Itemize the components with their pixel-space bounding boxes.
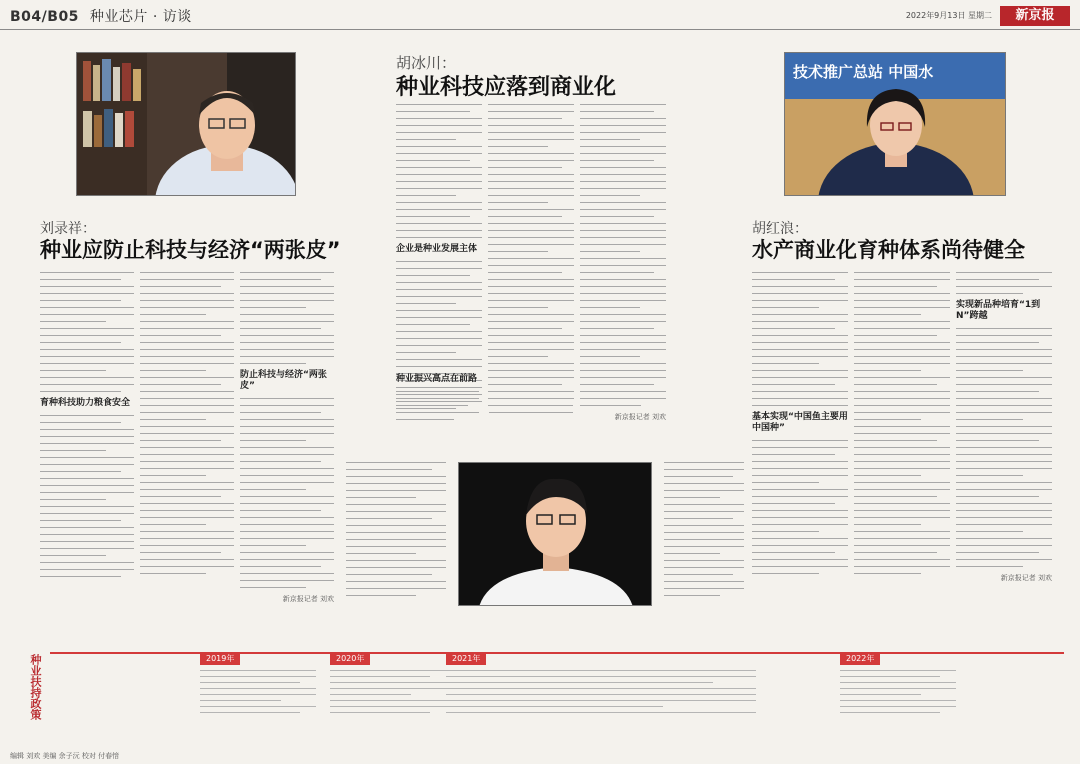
article-liu-col2 (140, 272, 234, 612)
headline-hu-honglang: 水产商业化育种体系尚待健全 (752, 238, 1025, 262)
timeline-bar (50, 652, 1064, 738)
timeline-item-2022 (840, 654, 956, 736)
photo-liu-luxiang (76, 52, 296, 196)
policy-timeline (10, 648, 1070, 744)
subhead-liu-1: 育种科技助力粮食安全 (40, 398, 131, 408)
article-liu-col3 (240, 272, 334, 612)
timeline-item-2019 (200, 654, 316, 736)
article-hu-bingchuan-col4 (346, 462, 446, 612)
article-hu-honglang-col3 (956, 272, 1052, 612)
section-title: 种业芯片 · 访谈 (89, 9, 192, 25)
photo-banner-text: 技术推广总站 中国水 (793, 63, 934, 81)
article-hu-honglang-col2 (854, 272, 950, 612)
photo-hu-bingchuan (458, 462, 652, 606)
timeline-item-2020 (330, 654, 446, 736)
timeline-item-2021 (446, 654, 756, 736)
headline-hu-bingchuan: 种业科技应落到商业化 (396, 75, 617, 100)
timeline-year: 2022年 (840, 652, 880, 665)
issue-date: 2022年9月13日 星期二 (905, 11, 992, 20)
timeline-year: 2021年 (446, 652, 486, 665)
headline-liu: 种业应防止科技与经济“两张皮” (40, 238, 341, 262)
article-hu-bingchuan-col5 (664, 462, 744, 612)
photo-hu-honglang (784, 52, 1006, 196)
timeline-title: 种业扶持政策 (29, 654, 42, 720)
page-numbers: B04/B05 (10, 9, 79, 25)
page-credits: 编辑 刘欢 美编 余子沅 校对 付春愔 (10, 752, 120, 760)
subhead-hu-honglang-1: 基本实现“中国鱼主要用中国种” (752, 412, 848, 433)
page-section (10, 6, 192, 26)
subhead-liu-2: 防止科技与经济“两张皮” (240, 370, 327, 391)
newspaper-logo: 新京报 (1000, 6, 1070, 26)
timeline-year: 2020年 (330, 652, 370, 665)
subhead-hu-honglang-2: 实现新品种培育“1到N”跨越 (956, 300, 1041, 321)
timeline-year: 2019年 (200, 652, 240, 665)
byline-hu-honglang: 新京报记者 刘欢 (1000, 574, 1052, 582)
headline-name-hu-honglang: 胡红浪： (752, 221, 808, 237)
page-header (0, 0, 1080, 30)
article-liu-col1 (40, 272, 134, 612)
byline-hu-bingchuan: 新京报记者 刘欢 (614, 413, 666, 421)
subhead-hu-bingchuan-1: 企业是种业发展主体 (396, 244, 478, 254)
article-hu-bingchuan-lower (396, 370, 666, 454)
subhead-hu-bingchuan-2: 种业振兴高点在前路 (396, 374, 478, 384)
headline-name-liu: 刘录祥： (40, 221, 96, 237)
headline-name-hu-bingchuan: 胡冰川： (396, 54, 457, 72)
byline-liu: 新京报记者 刘欢 (282, 595, 334, 603)
article-hu-honglang-col1 (752, 272, 848, 612)
